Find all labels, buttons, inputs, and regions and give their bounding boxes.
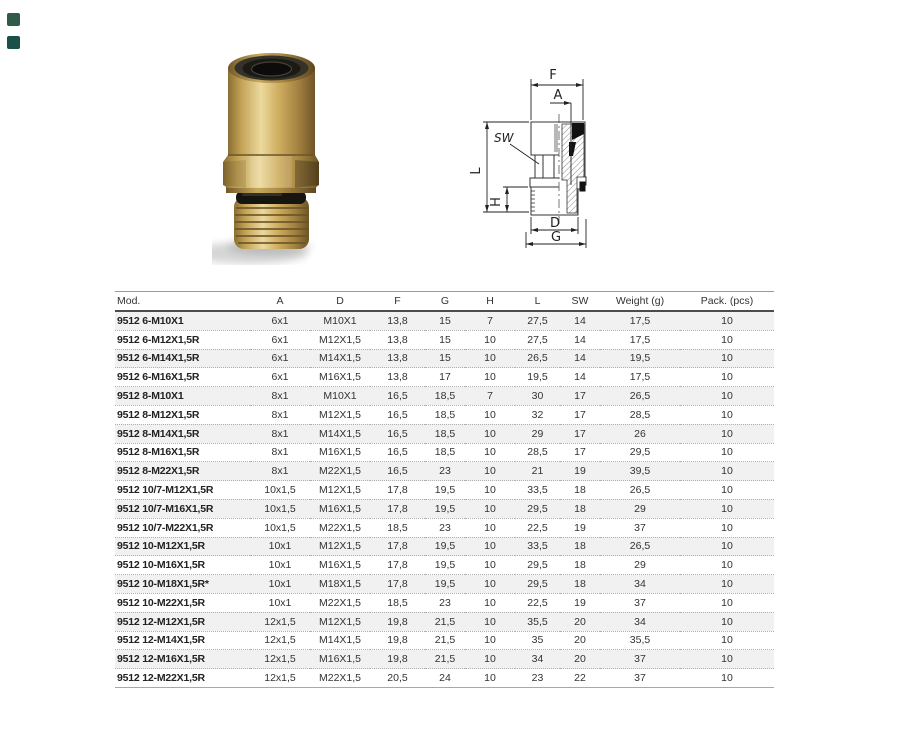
- value-cell: 23: [425, 593, 465, 612]
- value-cell: 10: [465, 669, 515, 688]
- value-cell: 24: [425, 669, 465, 688]
- value-cell: 18: [560, 556, 600, 575]
- value-cell: 21,5: [425, 631, 465, 650]
- value-cell: 27,5: [515, 311, 560, 330]
- table-row: [115, 424, 774, 443]
- value-cell: 10x1,5: [250, 481, 310, 500]
- value-cell: 18: [560, 499, 600, 518]
- value-cell: 37: [600, 650, 680, 669]
- value-cell: M16X1,5: [310, 443, 370, 462]
- value-cell: 10: [465, 462, 515, 481]
- value-cell: 8x1: [250, 462, 310, 481]
- model-cell: 9512 10-M12X1,5R: [115, 537, 250, 556]
- value-cell: 34: [600, 575, 680, 594]
- value-cell: 19,8: [370, 650, 425, 669]
- value-cell: 26,5: [600, 481, 680, 500]
- value-cell: 10: [680, 311, 774, 330]
- table-row: [115, 669, 774, 688]
- value-cell: 13,8: [370, 311, 425, 330]
- value-cell: 19,8: [370, 612, 425, 631]
- value-cell: 10: [465, 518, 515, 537]
- value-cell: 10: [465, 349, 515, 368]
- value-cell: 16,5: [370, 443, 425, 462]
- value-cell: 23: [425, 518, 465, 537]
- model-cell: 9512 6-M16X1,5R: [115, 368, 250, 387]
- value-cell: 10: [680, 650, 774, 669]
- value-cell: 17,8: [370, 556, 425, 575]
- table-row: [115, 631, 774, 650]
- value-cell: 10x1: [250, 556, 310, 575]
- value-cell: 10: [465, 631, 515, 650]
- model-cell: 9512 10-M22X1,5R: [115, 593, 250, 612]
- value-cell: 20: [560, 612, 600, 631]
- table-row: [115, 387, 774, 406]
- value-cell: 15: [425, 349, 465, 368]
- value-cell: 19: [560, 462, 600, 481]
- table-row: [115, 443, 774, 462]
- value-cell: 39,5: [600, 462, 680, 481]
- value-cell: 7: [465, 311, 515, 330]
- value-cell: 10: [465, 368, 515, 387]
- table-row: [115, 462, 774, 481]
- value-cell: 12x1,5: [250, 631, 310, 650]
- model-cell: 9512 8-M10X1: [115, 387, 250, 406]
- table-row: [115, 311, 774, 330]
- value-cell: 18: [560, 481, 600, 500]
- value-cell: M22X1,5: [310, 669, 370, 688]
- value-cell: 19,5: [425, 556, 465, 575]
- value-cell: 17: [560, 424, 600, 443]
- value-cell: 10x1: [250, 593, 310, 612]
- value-cell: M16X1,5: [310, 368, 370, 387]
- table-header-cell: G: [425, 292, 465, 312]
- value-cell: 10: [465, 650, 515, 669]
- value-cell: 10: [680, 349, 774, 368]
- value-cell: 29,5: [515, 499, 560, 518]
- technical-diagram: [458, 52, 656, 270]
- value-cell: 10: [680, 593, 774, 612]
- value-cell: M10X1: [310, 387, 370, 406]
- value-cell: 20,5: [370, 669, 425, 688]
- model-cell: 9512 10-M18X1,5R*: [115, 575, 250, 594]
- table-row: [115, 481, 774, 500]
- value-cell: 22,5: [515, 518, 560, 537]
- value-cell: 10: [465, 424, 515, 443]
- table-header-cell: H: [465, 292, 515, 312]
- value-cell: 27,5: [515, 330, 560, 349]
- model-cell: 9512 6-M10X1: [115, 311, 250, 330]
- value-cell: 13,8: [370, 349, 425, 368]
- value-cell: 35,5: [515, 612, 560, 631]
- value-cell: 13,8: [370, 368, 425, 387]
- value-cell: M14X1,5: [310, 424, 370, 443]
- model-cell: 9512 12-M16X1,5R: [115, 650, 250, 669]
- value-cell: 19: [560, 593, 600, 612]
- value-cell: 15: [425, 311, 465, 330]
- dimension-label-a: A: [553, 88, 563, 103]
- model-cell: 9512 12-M22X1,5R: [115, 669, 250, 688]
- value-cell: 19,5: [515, 368, 560, 387]
- value-cell: 17,8: [370, 537, 425, 556]
- value-cell: 6x1: [250, 330, 310, 349]
- value-cell: 22: [560, 669, 600, 688]
- value-cell: M16X1,5: [310, 556, 370, 575]
- value-cell: 29,5: [600, 443, 680, 462]
- table-header-cell: L: [515, 292, 560, 312]
- value-cell: 29: [600, 499, 680, 518]
- value-cell: 10: [465, 593, 515, 612]
- value-cell: 18,5: [425, 387, 465, 406]
- value-cell: M14X1,5: [310, 349, 370, 368]
- model-cell: 9512 8-M12X1,5R: [115, 405, 250, 424]
- value-cell: 10: [680, 556, 774, 575]
- value-cell: 10: [680, 575, 774, 594]
- value-cell: 18,5: [425, 443, 465, 462]
- value-cell: 10: [680, 669, 774, 688]
- value-cell: 10x1: [250, 575, 310, 594]
- table-header: [115, 292, 774, 312]
- value-cell: 10: [680, 368, 774, 387]
- value-cell: 10: [680, 537, 774, 556]
- value-cell: 19: [560, 518, 600, 537]
- dimension-label-h: H: [489, 197, 504, 207]
- product-photo: [212, 25, 344, 265]
- value-cell: 22,5: [515, 593, 560, 612]
- value-cell: 14: [560, 311, 600, 330]
- model-cell: 9512 10/7-M12X1,5R: [115, 481, 250, 500]
- value-cell: 33,5: [515, 537, 560, 556]
- green-marker-icon: [7, 13, 20, 26]
- value-cell: 34: [515, 650, 560, 669]
- value-cell: 10x1: [250, 537, 310, 556]
- value-cell: 17,8: [370, 575, 425, 594]
- model-cell: 9512 8-M22X1,5R: [115, 462, 250, 481]
- value-cell: 29,5: [515, 575, 560, 594]
- value-cell: 10: [680, 631, 774, 650]
- value-cell: 14: [560, 368, 600, 387]
- value-cell: 28,5: [600, 405, 680, 424]
- value-cell: 10: [680, 462, 774, 481]
- model-cell: 9512 10/7-M22X1,5R: [115, 518, 250, 537]
- value-cell: 19,5: [425, 481, 465, 500]
- value-cell: 16,5: [370, 387, 425, 406]
- value-cell: 20: [560, 631, 600, 650]
- model-cell: 9512 12-M12X1,5R: [115, 612, 250, 631]
- value-cell: 18,5: [425, 405, 465, 424]
- value-cell: 17: [560, 387, 600, 406]
- model-cell: 9512 8-M14X1,5R: [115, 424, 250, 443]
- value-cell: 26,5: [515, 349, 560, 368]
- table-row: [115, 405, 774, 424]
- value-cell: 6x1: [250, 311, 310, 330]
- value-cell: 21,5: [425, 612, 465, 631]
- value-cell: 37: [600, 518, 680, 537]
- value-cell: 6x1: [250, 368, 310, 387]
- table-row: [115, 330, 774, 349]
- value-cell: 37: [600, 593, 680, 612]
- value-cell: 17,8: [370, 499, 425, 518]
- value-cell: 8x1: [250, 443, 310, 462]
- value-cell: M16X1,5: [310, 650, 370, 669]
- table-row: [115, 556, 774, 575]
- table-row: [115, 575, 774, 594]
- value-cell: 10: [680, 387, 774, 406]
- value-cell: 29: [515, 424, 560, 443]
- value-cell: 10: [465, 443, 515, 462]
- dimension-drawing: [458, 52, 656, 270]
- value-cell: 17,5: [600, 311, 680, 330]
- value-cell: 10: [680, 612, 774, 631]
- value-cell: 17,5: [600, 368, 680, 387]
- model-cell: 9512 10/7-M16X1,5R: [115, 499, 250, 518]
- value-cell: 19,5: [425, 537, 465, 556]
- table-row: [115, 349, 774, 368]
- value-cell: 26,5: [600, 537, 680, 556]
- value-cell: 10: [680, 481, 774, 500]
- value-cell: M16X1,5: [310, 499, 370, 518]
- value-cell: 14: [560, 330, 600, 349]
- value-cell: 34: [600, 612, 680, 631]
- value-cell: 10: [680, 330, 774, 349]
- dimension-label-d: D: [549, 216, 561, 231]
- value-cell: M12X1,5: [310, 612, 370, 631]
- value-cell: M12X1,5: [310, 481, 370, 500]
- table-row: [115, 368, 774, 387]
- value-cell: 14: [560, 349, 600, 368]
- value-cell: 18,5: [370, 518, 425, 537]
- value-cell: M12X1,5: [310, 330, 370, 349]
- value-cell: 23: [515, 669, 560, 688]
- value-cell: 32: [515, 405, 560, 424]
- value-cell: 16,5: [370, 405, 425, 424]
- dimension-label-g: G: [550, 230, 562, 245]
- value-cell: 17: [560, 443, 600, 462]
- value-cell: 6x1: [250, 349, 310, 368]
- value-cell: 10: [680, 499, 774, 518]
- table-row: [115, 499, 774, 518]
- value-cell: 18,5: [425, 424, 465, 443]
- value-cell: 19,5: [425, 499, 465, 518]
- value-cell: 21,5: [425, 650, 465, 669]
- model-cell: 9512 12-M14X1,5R: [115, 631, 250, 650]
- value-cell: M22X1,5: [310, 462, 370, 481]
- value-cell: 19,5: [425, 575, 465, 594]
- value-cell: 23: [425, 462, 465, 481]
- value-cell: 26: [600, 424, 680, 443]
- value-cell: 29,5: [515, 556, 560, 575]
- value-cell: 28,5: [515, 443, 560, 462]
- value-cell: 19,5: [600, 349, 680, 368]
- value-cell: M18X1,5: [310, 575, 370, 594]
- table-header-cell: D: [310, 292, 370, 312]
- value-cell: 35,5: [600, 631, 680, 650]
- table-header-cell: F: [370, 292, 425, 312]
- value-cell: 17,5: [600, 330, 680, 349]
- value-cell: 30: [515, 387, 560, 406]
- value-cell: 8x1: [250, 405, 310, 424]
- table-header-cell: Weight (g): [600, 292, 680, 312]
- value-cell: 19,8: [370, 631, 425, 650]
- dimension-label-l: L: [469, 167, 484, 175]
- value-cell: M12X1,5: [310, 537, 370, 556]
- value-cell: 10: [680, 518, 774, 537]
- table-header-cell: Pack. (pcs): [680, 292, 774, 312]
- value-cell: 20: [560, 650, 600, 669]
- table-header-cell: SW: [560, 292, 600, 312]
- value-cell: 12x1,5: [250, 612, 310, 631]
- value-cell: 17,8: [370, 481, 425, 500]
- dimension-label-f: F: [549, 68, 557, 83]
- value-cell: 10: [680, 424, 774, 443]
- table-row: [115, 518, 774, 537]
- dimension-label-sw: SW: [494, 131, 514, 145]
- table-row: [115, 593, 774, 612]
- value-cell: 10: [465, 556, 515, 575]
- value-cell: 16,5: [370, 424, 425, 443]
- value-cell: M10X1: [310, 311, 370, 330]
- value-cell: 29: [600, 556, 680, 575]
- value-cell: M12X1,5: [310, 405, 370, 424]
- spec-table: [115, 291, 774, 688]
- value-cell: 18,5: [370, 593, 425, 612]
- value-cell: M22X1,5: [310, 518, 370, 537]
- value-cell: 10: [680, 443, 774, 462]
- model-cell: 9512 10-M16X1,5R: [115, 556, 250, 575]
- model-cell: 9512 6-M14X1,5R: [115, 349, 250, 368]
- value-cell: 10: [465, 405, 515, 424]
- value-cell: 37: [600, 669, 680, 688]
- value-cell: 18: [560, 537, 600, 556]
- value-cell: 35: [515, 631, 560, 650]
- table-row: [115, 650, 774, 669]
- fitting-photo-graphic: [212, 25, 344, 265]
- value-cell: 10: [465, 481, 515, 500]
- table-header-cell: A: [250, 292, 310, 312]
- value-cell: 12x1,5: [250, 669, 310, 688]
- value-cell: 13,8: [370, 330, 425, 349]
- value-cell: 21: [515, 462, 560, 481]
- value-cell: 16,5: [370, 462, 425, 481]
- value-cell: M14X1,5: [310, 631, 370, 650]
- table-header-cell: Mod.: [115, 292, 250, 312]
- value-cell: 7: [465, 387, 515, 406]
- model-cell: 9512 8-M16X1,5R: [115, 443, 250, 462]
- value-cell: 33,5: [515, 481, 560, 500]
- table-row: [115, 612, 774, 631]
- model-cell: 9512 6-M12X1,5R: [115, 330, 250, 349]
- value-cell: 10x1,5: [250, 518, 310, 537]
- table-row: [115, 537, 774, 556]
- value-cell: 10x1,5: [250, 499, 310, 518]
- green-marker-icon: [7, 36, 20, 49]
- value-cell: 15: [425, 330, 465, 349]
- value-cell: 26,5: [600, 387, 680, 406]
- value-cell: 17: [560, 405, 600, 424]
- value-cell: 8x1: [250, 387, 310, 406]
- value-cell: 18: [560, 575, 600, 594]
- value-cell: 10: [465, 499, 515, 518]
- value-cell: 10: [465, 612, 515, 631]
- value-cell: 10: [465, 575, 515, 594]
- value-cell: 10: [465, 537, 515, 556]
- value-cell: 17: [425, 368, 465, 387]
- value-cell: 10: [680, 405, 774, 424]
- value-cell: M22X1,5: [310, 593, 370, 612]
- value-cell: 8x1: [250, 424, 310, 443]
- value-cell: 10: [465, 330, 515, 349]
- value-cell: 12x1,5: [250, 650, 310, 669]
